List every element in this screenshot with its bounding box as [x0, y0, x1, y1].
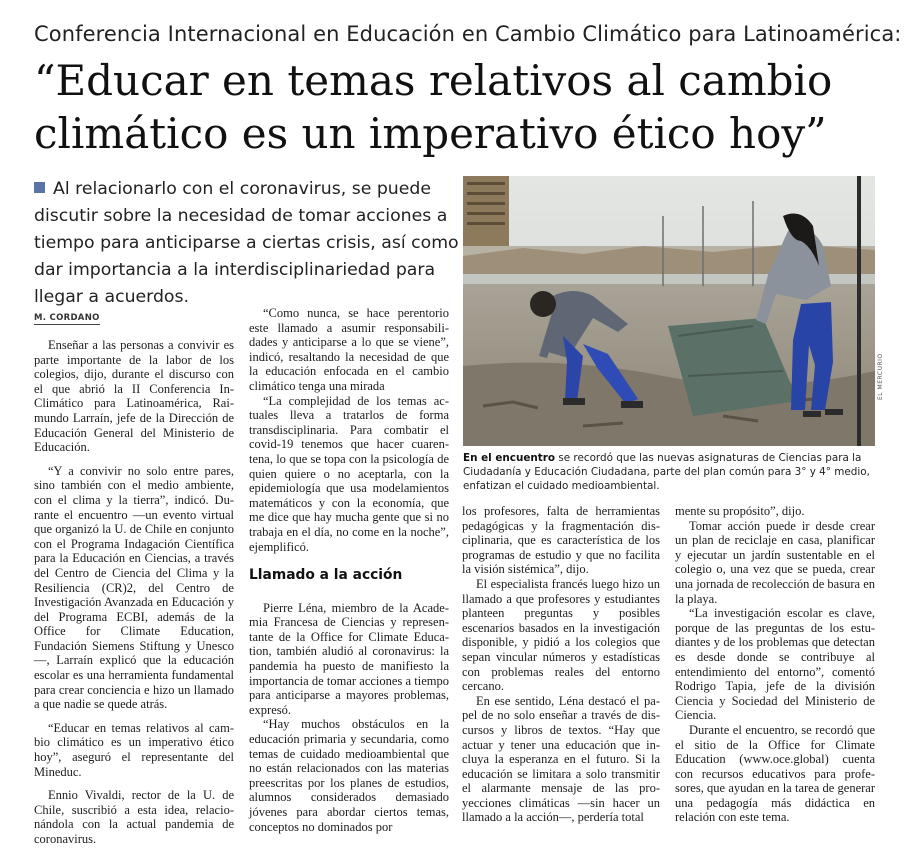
headline: [34, 54, 832, 160]
headline-line-2: climático es un imperativo ético hoy”: [34, 109, 827, 158]
paragraph: Durante el encuentro, se recordó que el sitio de la Office for Climate Education (www.oce.global) cuenta con recursos educativos para profesores, que ayudan en la tarea de generar una pedagogía más didáctica en relación con este tema.: [675, 722, 875, 825]
lead-line-text: Al relacionarlo con el coronavirus, se puede: [53, 179, 431, 199]
paragraph: mente su propósito”, dijo.: [675, 504, 805, 518]
bullet-square-icon: [34, 182, 45, 193]
news-photo: [463, 176, 875, 446]
paragraph: Enseñar a las personas a convivir es parte importante de la labor de los colegios, dijo, durante el discurso con el que abrió la II Conferencia InClimático para Latinoamérica, Raimundo Larraín, jefe de la Dirección de Educación General del Ministerio de Educación.: [34, 338, 234, 455]
lead-line: dar importancia a la interdisciplinariedad para: [34, 260, 436, 280]
kicker: Conferencia Internacional en Educación en Cambio Climático para Latinoamérica:: [34, 22, 902, 46]
headline-line-1: “Educar en temas relativos al cambio: [34, 56, 833, 105]
paragraph: “La complejidad de los temas actuales lleva a tratarlos de forma transdisciplinaria. Para combatir el covid-19 tenemos que hacer cuarentena, lo que se topa con la psicología de quien quiere o no aceptarla, con la epidemiología que usa modelamientos matemáticos y con la economía, que me dice que hay mucha gente que si no trabaja en el día, no come en la noche”, ejemplificó.: [249, 393, 449, 554]
byline-rule: [34, 324, 100, 325]
paragraph: los profesores, falta de herramientas pedagógicas y la fragmentación disciplinaria, que es característica de los programas de estudio y que no facilita la visión sistémica”, dijo.: [462, 504, 660, 577]
paragraph: Ennio Vivaldi, rector de la U. de Chile, suscribió a esta idea, relacionándola con la actual pandemia de coronavirus.: [34, 788, 234, 846]
paragraph: “Y a convivir no solo entre pares, sino también con el medio ambiente, con el clima y la tierra”, indicó. Durante el encuentro —un evento virtual que organizó la U. de Chile en conjunto con el Programa Indagación Científica para la Educación en Ciencias, a través del Centro de Ciencia del Clima y la Resiliencia (CR)2, del Centro de Investigación Avanzada en Educación y del Programa ECBI, además de la Office for Climate Education, Fundación Siemens Stiftung y Unesco—, Larraín explicó que la educación escolar es una herramienta fundamental para crear conciencia e hizo un llamado a que nadie se quede atrás.: [34, 463, 234, 712]
paragraph: Pierre Léna, miembro de la Academia Francesa de Ciencias y representante de la Office for Climate Education, también aludió al coronavirus: la pandemia ha puesto de manifiesto la importancia de tomar acciones a tiempo para anticiparse a mayores problemas, expresó.: [249, 600, 449, 717]
article-column-4: [675, 504, 875, 825]
lead-line: llegar a acuerdos.: [34, 287, 189, 307]
byline: M. CORDANO: [34, 313, 100, 323]
paragraph: “Educar en temas relativos al cambio climático es un imperativo ético hoy”, aseguró el representante del Mineduc.: [34, 720, 234, 779]
article-column-1: [34, 338, 234, 847]
lead-paragraph: [34, 176, 459, 311]
caption-lead: En el encuentro: [463, 452, 556, 464]
paragraph: El especialista francés luego hizo un llamado a que profesores y estudiantes planteen preguntas y posibles escenarios basados en la investigación disponible, y pidió a los colegios que sepan vincular números y estadísticas con problemas reales del entorno cercano.: [462, 576, 660, 694]
photo-caption: [463, 451, 878, 493]
lead-line: [34, 176, 450, 203]
paragraph: Tomar acción puede ir desde crear un plan de reciclaje en casa, planificar y ejecutar un jardín sustentable en el colegio o, una vez que se pueda, crear una jornada de recolección de basura en la playa.: [675, 518, 875, 606]
beach-cleanup-photo: [463, 176, 875, 446]
section-subhead: Llamado a la acción: [249, 567, 403, 584]
article-column-2: [249, 306, 449, 834]
photo-credit: EL MERCURIO: [877, 353, 884, 400]
article-column-3: [462, 504, 660, 825]
lead-line: discutir sobre la necesidad de tomar acciones a: [34, 206, 448, 226]
paragraph: En ese sentido, Léna destacó el papel de no solo enseñar a través de discursos y libros de textos. “Hay que actuar y tener una educación que incluya la esperanza en el futuro. Si la educación se limitara a solo transmitir el alarmante mensaje de las proyecciones climáticas —sin hacer un llamado a la acción—, perdería total: [462, 693, 660, 825]
caption-text: se recordó que las nuevas asignaturas de Ciencias para la Ciudadanía y Educación Ciudadana, parte del plan común para 3° y 4° medio, enfatizan el cuidado medioambiental.: [463, 452, 870, 492]
paragraph: “La investigación escolar es clave, porque de las preguntas de los estudiantes y de los problemas que detectan es desde donde se contribuye al entendimiento del entorno”, comentó Rodrigo Tapia, jefe de la división Ciencia y Sociedad del Ministerio de Ciencia.: [675, 606, 875, 723]
paragraph: “Como nunca, se hace perentorio este llamado a asumir responsabilidades y anticiparse a lo que se viene”, indicó, resaltando la necesidad de que la educación enfocada en el cambio climático tenga una mirada: [249, 306, 449, 393]
paragraph: “Hay muchos obstáculos en la educación primaria y secundaria, como temas de cuidado medioambiental que no están relacionados con las materias preescritas por los planes de estudios, alumnos considerados demasiado jóvenes para abordar ciertos temas, conceptos no dominados por: [249, 717, 449, 834]
lead-line: tiempo para anticiparse a ciertas crisis, así como: [34, 233, 459, 253]
